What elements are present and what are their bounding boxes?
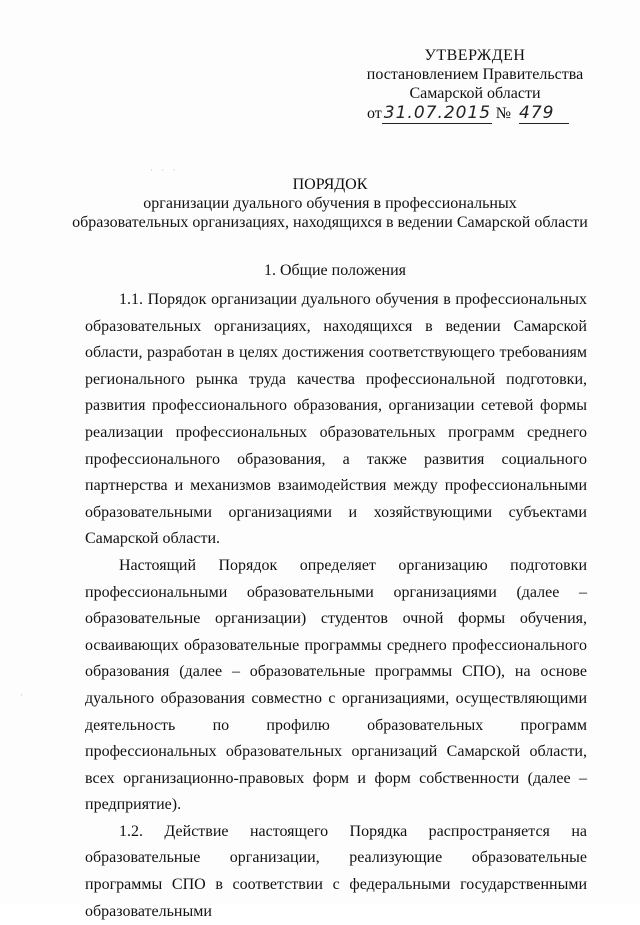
approval-line-2: Самарской области bbox=[409, 85, 541, 102]
handwritten-date: 31.07.2015 bbox=[383, 103, 492, 123]
section-heading: 1. Общие положения bbox=[263, 262, 407, 279]
approval-stamp bbox=[355, 46, 595, 124]
document-subtitle-2: образовательных организациях, находящихся в ведении Самарской области bbox=[72, 214, 588, 231]
document-title: ПОРЯДОК bbox=[292, 176, 368, 193]
document-title-block bbox=[0, 175, 640, 232]
approval-title: УТВЕРЖДЕН bbox=[424, 47, 526, 64]
paragraph-1-2: 1.2. Действие настоящего Порядка распространяется на образовательные организации, реализующие образовательные программы СПО в соответствии с федеральными государственными образовательными bbox=[85, 822, 587, 920]
date-prefix: от bbox=[367, 105, 382, 122]
approval-date-line bbox=[355, 104, 595, 124]
approval-line-1: постановлением Правительства bbox=[366, 66, 584, 83]
scan-noise: · bbox=[20, 690, 26, 700]
number-prefix: № bbox=[495, 105, 512, 122]
paragraph-1-1-continued: Настоящий Порядок определяет организацию подготовки профессиональными образовательными организациями (далее – образовательные организации) студентов очной формы обучения, осваивающих образовательные программы среднего профессионального образования (далее – образовательные программы СПО), на основе дуального образования совместно с организациями, осуществляющими деятельность по профилю образовательных программ профессиональных образовательных организаций Самарской области, всех организационно-правовых форм и форм собственности (далее – предприятие). bbox=[85, 556, 587, 814]
document-subtitle-1: организации дуального обучения в профессиональных bbox=[143, 195, 517, 212]
paragraph-1-1: 1.1. Порядок организации дуального обучения в профессиональных образовательных организациях, находящихся в ведении Самарской области, разработан в целях достижения соответствующего требованиям регионального рынка труда качества профессиональной подготовки, развития профессионального образования, организации сетевой формы реализации профессиональных образовательных программ среднего профессионального образования, а также развития социального партнерства и механизмов взаимодействия между профессиональными образовательными организациями и хозяйствующими субъектами Самарской области. bbox=[85, 291, 587, 548]
handwritten-number: 479 bbox=[519, 104, 569, 124]
document-body bbox=[85, 287, 587, 925]
scan-noise: · · · bbox=[150, 165, 179, 175]
